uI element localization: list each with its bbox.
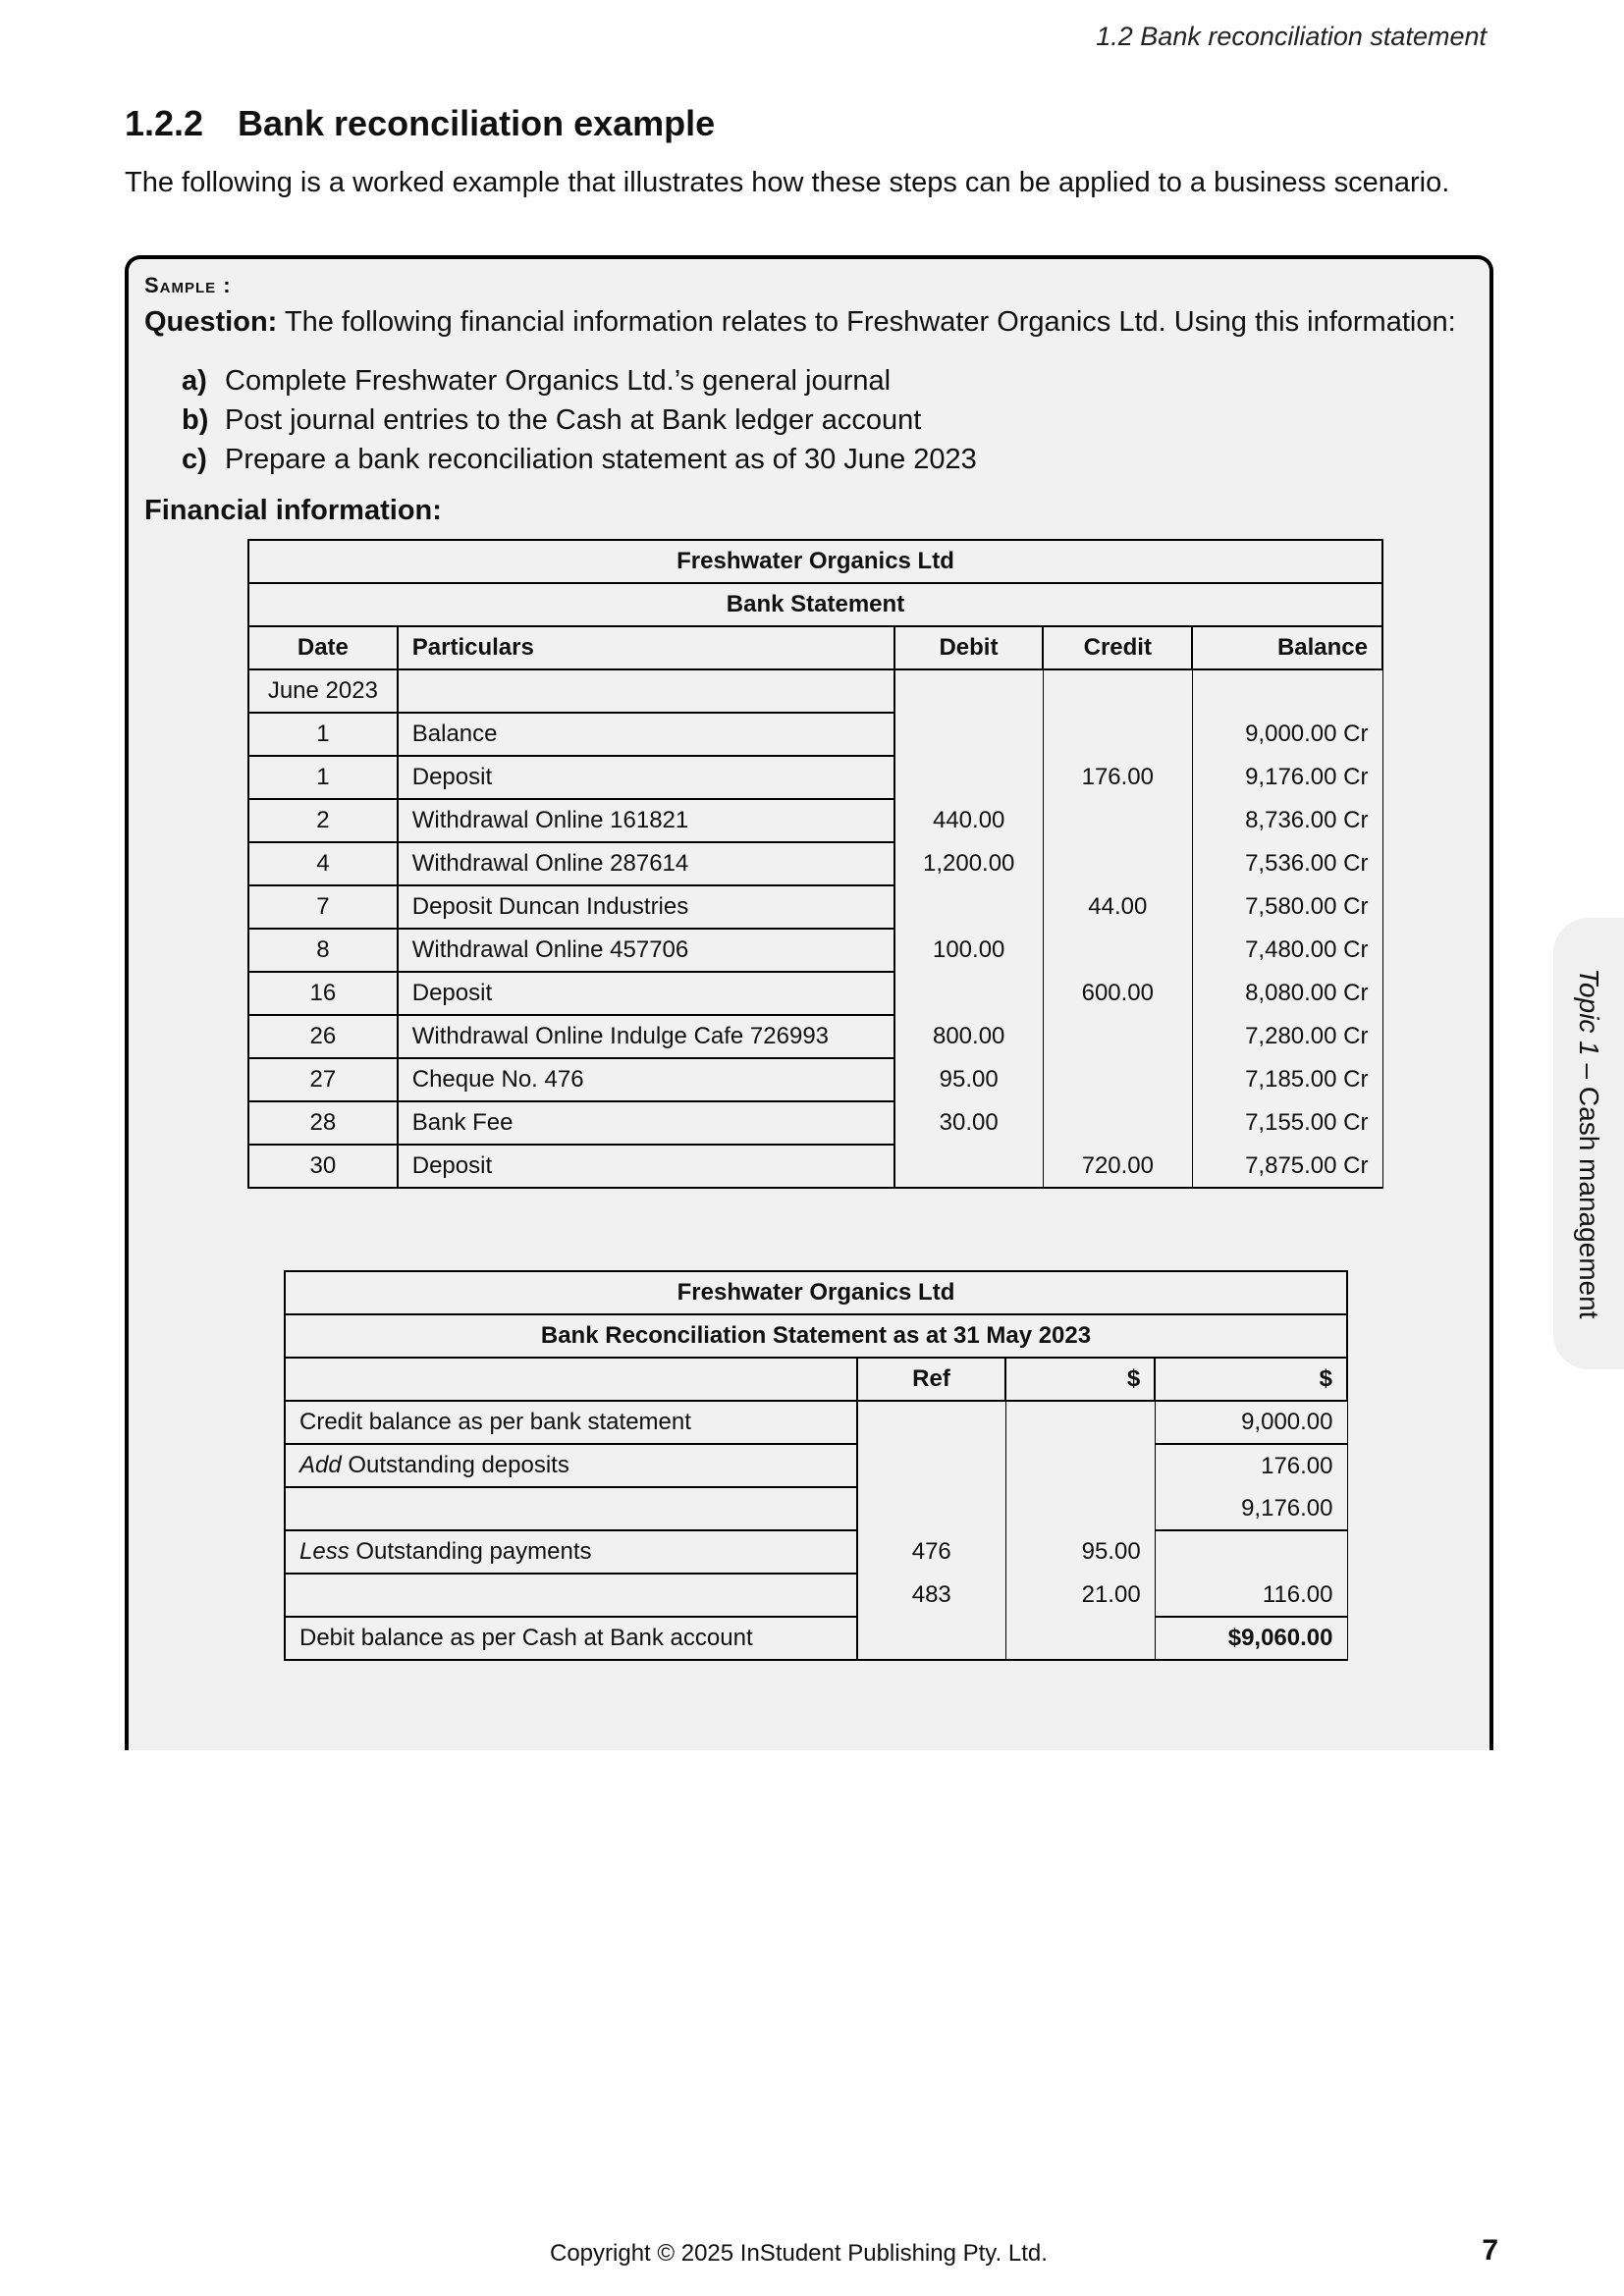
cell-balance: 7,280.00 Cr xyxy=(1192,1015,1382,1058)
col-description xyxy=(285,1358,857,1401)
cell-ref xyxy=(857,1444,1006,1487)
cell-debit xyxy=(894,756,1044,799)
cell-particulars: Deposit Duncan Industries xyxy=(398,885,894,929)
section-title xyxy=(125,103,715,144)
cell-particulars: Withdrawal Online 287614 xyxy=(398,842,894,885)
topic-number: Topic 1 xyxy=(1574,968,1604,1056)
cell-balance: 9,176.00 Cr xyxy=(1192,756,1382,799)
table-row xyxy=(248,885,1382,929)
cell-date: 4 xyxy=(248,842,398,885)
task-mark: c) xyxy=(182,444,207,475)
separator: – xyxy=(1574,1055,1604,1087)
cell-total: 176.00 xyxy=(1155,1444,1347,1487)
cell-credit xyxy=(1043,842,1192,885)
task-text: Prepare a bank reconciliation statement as of 30 June 2023 xyxy=(225,444,977,475)
cell xyxy=(1192,669,1382,713)
cell xyxy=(894,669,1044,713)
bank-title: Bank Statement xyxy=(248,583,1382,626)
cell-debit xyxy=(894,972,1044,1015)
cell-balance: 7,480.00 Cr xyxy=(1192,929,1382,972)
cell-description xyxy=(285,1401,857,1444)
topic-side-tab[interactable] xyxy=(1553,918,1624,1369)
table-row xyxy=(285,1617,1347,1660)
table-row xyxy=(248,929,1382,972)
task-mark: a) xyxy=(182,365,207,397)
bank-company: Freshwater Organics Ltd xyxy=(248,540,1382,583)
cell-description xyxy=(285,1487,857,1530)
cell-balance: 7,536.00 Cr xyxy=(1192,842,1382,885)
table-row xyxy=(248,799,1382,842)
cell-particulars: Bank Fee xyxy=(398,1101,894,1145)
task-mark: b) xyxy=(182,404,209,436)
col-total: $ xyxy=(1155,1358,1347,1401)
col-particulars: Particulars xyxy=(398,626,894,669)
question-text: The following financial information relates to Freshwater Organics Ltd. Using this information: xyxy=(277,306,1456,338)
table-row xyxy=(285,1444,1347,1487)
cell-particulars: Deposit xyxy=(398,1145,894,1188)
sample-label: Sample : xyxy=(144,273,232,297)
cell-balance: 8,080.00 Cr xyxy=(1192,972,1382,1015)
table-row xyxy=(248,713,1382,756)
cell-debit xyxy=(894,713,1044,756)
cell-description xyxy=(285,1444,857,1487)
table-row xyxy=(285,1574,1347,1617)
cell-total: 116.00 xyxy=(1155,1574,1347,1617)
cell-ref: 483 xyxy=(857,1574,1006,1617)
cell-date: 8 xyxy=(248,929,398,972)
table-row xyxy=(285,1487,1347,1530)
task-text: Complete Freshwater Organics Ltd.’s general journal xyxy=(225,365,892,397)
cell-credit xyxy=(1043,799,1192,842)
cell-credit xyxy=(1043,929,1192,972)
cell-ref xyxy=(857,1401,1006,1444)
task-text: Post journal entries to the Cash at Bank ledger account xyxy=(225,404,922,436)
bank-statement-table xyxy=(247,539,1383,1189)
cell-particulars: Deposit xyxy=(398,756,894,799)
cell-amount: 21.00 xyxy=(1005,1574,1155,1617)
cell-debit: 440.00 xyxy=(894,799,1044,842)
recon-company: Freshwater Organics Ltd xyxy=(285,1271,1347,1314)
cell-debit: 1,200.00 xyxy=(894,842,1044,885)
cell-debit: 800.00 xyxy=(894,1015,1044,1058)
cell-date: 27 xyxy=(248,1058,398,1101)
label: Outstanding payments xyxy=(349,1538,592,1565)
cell-amount xyxy=(1005,1487,1155,1530)
cell-date: 1 xyxy=(248,756,398,799)
page-number: 7 xyxy=(1482,2234,1498,2267)
footer-copyright: Copyright © 2025 InStudent Publishing Pty. Ltd. xyxy=(550,2240,1048,2267)
question xyxy=(144,306,1456,339)
cell-debit: 30.00 xyxy=(894,1101,1044,1145)
cell-amount xyxy=(1005,1401,1155,1444)
table-row xyxy=(248,756,1382,799)
running-head: 1.2 Bank reconciliation statement xyxy=(1096,22,1487,51)
prefix: Add xyxy=(299,1452,342,1478)
sample-box xyxy=(125,255,1493,1750)
cell-particulars: Deposit xyxy=(398,972,894,1015)
task-item xyxy=(182,440,977,479)
cell-date: 16 xyxy=(248,972,398,1015)
cell-credit xyxy=(1043,1058,1192,1101)
table-row xyxy=(248,842,1382,885)
question-label: Question: xyxy=(144,306,278,338)
col-date: Date xyxy=(248,626,398,669)
col-balance: Balance xyxy=(1192,626,1382,669)
cell xyxy=(1043,669,1192,713)
side-tab-label xyxy=(1573,969,1604,1319)
cell-credit xyxy=(1043,1101,1192,1145)
cell-date: 7 xyxy=(248,885,398,929)
cell-total: $9,060.00 xyxy=(1155,1617,1347,1660)
cell xyxy=(398,669,894,713)
cell-credit: 44.00 xyxy=(1043,885,1192,929)
col-credit: Credit xyxy=(1043,626,1192,669)
col-debit: Debit xyxy=(894,626,1044,669)
cell-balance: 7,185.00 Cr xyxy=(1192,1058,1382,1101)
cell-amount xyxy=(1005,1444,1155,1487)
cell-particulars: Withdrawal Online 457706 xyxy=(398,929,894,972)
label: Debit balance as per Cash at Bank account xyxy=(299,1625,753,1651)
cell-debit xyxy=(894,885,1044,929)
cell-total: 9,176.00 xyxy=(1155,1487,1347,1530)
cell-credit xyxy=(1043,713,1192,756)
cell-date: 30 xyxy=(248,1145,398,1188)
cell-credit: 600.00 xyxy=(1043,972,1192,1015)
cell-debit: 95.00 xyxy=(894,1058,1044,1101)
cell-total: 9,000.00 xyxy=(1155,1401,1347,1444)
task-list xyxy=(182,361,977,479)
task-item xyxy=(182,400,977,440)
table-row xyxy=(248,1101,1382,1145)
prefix: Less xyxy=(299,1538,350,1565)
table-row xyxy=(248,669,1382,713)
cell-date: 26 xyxy=(248,1015,398,1058)
cell-description xyxy=(285,1574,857,1617)
cell-ref xyxy=(857,1617,1006,1660)
label: Outstanding deposits xyxy=(341,1452,569,1478)
recon-title: Bank Reconciliation Statement as at 31 May 2023 xyxy=(285,1314,1347,1358)
cell-amount: 95.00 xyxy=(1005,1530,1155,1574)
reconciliation-table xyxy=(284,1270,1348,1661)
financial-info-label: Financial information: xyxy=(144,495,442,526)
cell-balance: 9,000.00 Cr xyxy=(1192,713,1382,756)
table-row xyxy=(248,1015,1382,1058)
cell-amount xyxy=(1005,1617,1155,1660)
cell-description xyxy=(285,1530,857,1574)
table-row xyxy=(285,1530,1347,1574)
cell-credit xyxy=(1043,1015,1192,1058)
table-row xyxy=(248,972,1382,1015)
col-amount: $ xyxy=(1005,1358,1155,1401)
cell-particulars: Withdrawal Online 161821 xyxy=(398,799,894,842)
cell-debit: 100.00 xyxy=(894,929,1044,972)
cell-date: 28 xyxy=(248,1101,398,1145)
cell-date: 1 xyxy=(248,713,398,756)
cell-particulars: Cheque No. 476 xyxy=(398,1058,894,1101)
cell-balance: 7,580.00 Cr xyxy=(1192,885,1382,929)
cell-total xyxy=(1155,1530,1347,1574)
task-item xyxy=(182,361,977,400)
table-row xyxy=(248,1145,1382,1188)
cell-particulars: Balance xyxy=(398,713,894,756)
period: June 2023 xyxy=(248,669,398,713)
table-row xyxy=(285,1401,1347,1444)
col-ref: Ref xyxy=(857,1358,1006,1401)
cell-date: 2 xyxy=(248,799,398,842)
cell-particulars: Withdrawal Online Indulge Cafe 726993 xyxy=(398,1015,894,1058)
cell-credit: 720.00 xyxy=(1043,1145,1192,1188)
recon-header-row xyxy=(285,1358,1347,1401)
cell-balance: 7,875.00 Cr xyxy=(1192,1145,1382,1188)
cell-credit: 176.00 xyxy=(1043,756,1192,799)
bank-header-row xyxy=(248,626,1382,669)
intro-paragraph: The following is a worked example that illustrates how these steps can be applied to a business scenario. xyxy=(125,167,1450,198)
topic-name: Cash management xyxy=(1574,1086,1604,1319)
cell-description xyxy=(285,1617,857,1660)
cell-balance: 8,736.00 Cr xyxy=(1192,799,1382,842)
cell-ref xyxy=(857,1487,1006,1530)
section-number: 1.2.2 xyxy=(125,103,204,143)
cell-ref: 476 xyxy=(857,1530,1006,1574)
cell-debit xyxy=(894,1145,1044,1188)
table-row xyxy=(248,1058,1382,1101)
cell-balance: 7,155.00 Cr xyxy=(1192,1101,1382,1145)
label: Credit balance as per bank statement xyxy=(299,1409,691,1435)
section-title-text: Bank reconciliation example xyxy=(238,103,716,143)
